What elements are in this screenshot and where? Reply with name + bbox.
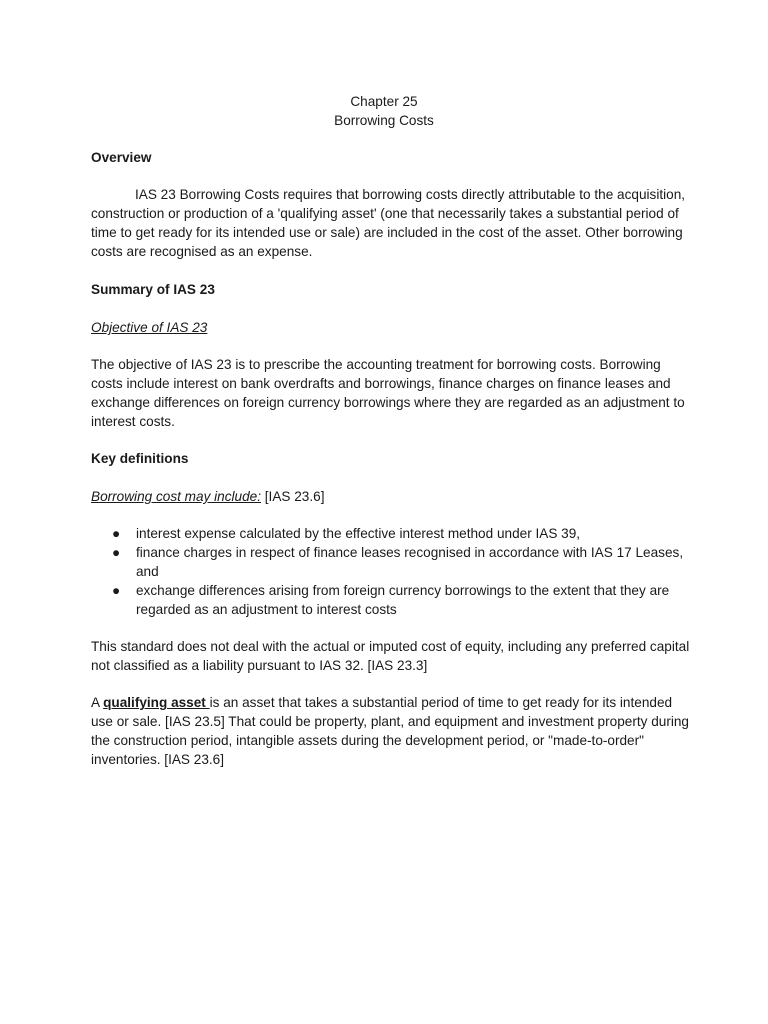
equity-paragraph: This standard does not deal with the actual or imputed cost of equity, including any preferred capital not classified as a liability pursuant to IAS 32. [IAS 23.3] bbox=[91, 639, 690, 673]
chapter-label: Chapter 25 bbox=[350, 94, 418, 109]
borrowing-cost-label: Borrowing cost may include: bbox=[91, 489, 261, 504]
objective-heading: Objective of IAS 23 bbox=[91, 320, 208, 335]
borrowing-cost-list bbox=[91, 524, 691, 619]
bullet-icon: ● bbox=[112, 526, 121, 541]
objective-paragraph: The objective of IAS 23 is to prescribe the accounting treatment for borrowing costs. Borrowing costs include interest on bank overdrafts and borrowings, finance charges on finance leases and exchange differences on foreign currency borrowings where they are regarded as an adjustment to interest costs. bbox=[91, 357, 685, 429]
list-item-text: finance charges in respect of finance leases recognised in accordance with IAS 17 Leases, and bbox=[136, 545, 684, 579]
qualifying-asset-text: is an asset that takes a substantial period of time to get ready for its intended use or sale. [IAS 23.5] That could be property, plant, and equipment and investment property during the construction period, intangible assets during the development period, or "made-to-order" inventories. [IAS 23.6] bbox=[91, 695, 689, 767]
list-item bbox=[91, 543, 691, 581]
list-item-text: interest expense calculated by the effective interest method under IAS 39, bbox=[136, 526, 581, 541]
bullet-icon: ● bbox=[112, 545, 121, 560]
document-title: Borrowing Costs bbox=[334, 113, 434, 128]
qualifying-asset-term: qualifying asset bbox=[103, 695, 210, 710]
qualifying-asset-paragraph bbox=[91, 693, 691, 769]
borrowing-cost-ref: [IAS 23.6] bbox=[261, 489, 325, 504]
list-item bbox=[91, 581, 691, 619]
qualifying-asset-prefix: A bbox=[91, 695, 104, 710]
overview-heading: Overview bbox=[91, 150, 152, 165]
borrowing-cost-line bbox=[91, 487, 691, 506]
bullet-icon: ● bbox=[112, 583, 121, 598]
summary-heading: Summary of IAS 23 bbox=[91, 282, 215, 297]
objective-heading-line bbox=[91, 318, 691, 337]
list-item-text: exchange differences arising from foreign currency borrowings to the extent that they are regarded as an adjustment to interest costs bbox=[136, 583, 670, 617]
list-item bbox=[91, 524, 691, 543]
overview-paragraph: IAS 23 Borrowing Costs requires that borrowing costs directly attributable to the acquisition, construction or production of a 'qualifying asset' (one that necessarily takes a substantial period of time to get ready for its intended use or sale) are included in the cost of the asset. Other borrowing costs are recognised as an expense. bbox=[91, 187, 686, 259]
key-definitions-heading: Key definitions bbox=[91, 451, 189, 466]
